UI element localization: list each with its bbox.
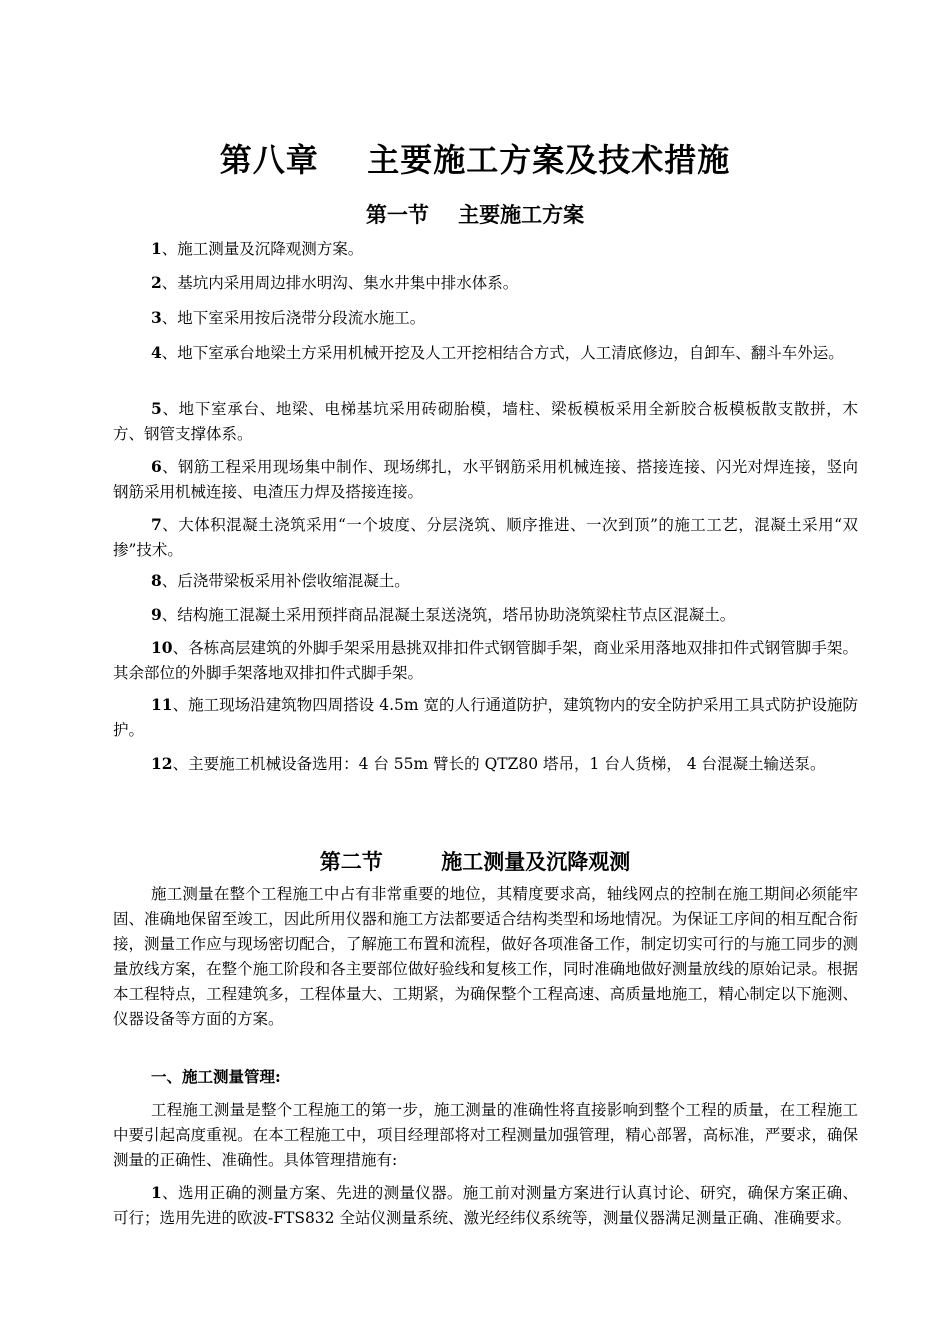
item-number: 7: [151, 515, 162, 534]
item-text: 、选用正确的测量方案、先进的测量仪器。施工前对测量方案进行认真讨论、研究，确保方案正确、可行；选用先进的欧波-FTS832 全站仪测量系统、激光经纬仪系统等，测量仪器满足测量正确、准确要求。: [113, 1184, 858, 1227]
item-number: 3: [151, 308, 162, 327]
item-number: 6: [151, 457, 162, 476]
item-number: 9: [151, 605, 162, 624]
item-number: 12: [151, 754, 173, 773]
list-item: [113, 1180, 858, 1231]
item-text: 、施工现场沿建筑物四周搭设 4.5m 宽的人行通道防护，建筑物内的安全防护采用工具式防护设施防护。: [113, 696, 858, 739]
item-number: 1: [151, 239, 162, 258]
intro-paragraph: 施工测量在整个工程施工中占有非常重要的地位，其精度要求高，轴线网点的控制在施工期间必须能牢固、准确地保留至竣工，因此所用仪器和施工方法都要适合结构类型和场地情况。为保证工序间的相互配合衔接，测量工作应与现场密切配合，了解施工布置和流程，做好各项准备工作，制定切实可行的与施工同步的测量放线方案，在整个施工阶段和各主要部位做好验线和复核工作，同时准确地做好测量放线的原始记录。根据本工程特点，工程建筑多，工程体量大、工期紧，为确保整个工程高速、高质量地施工，精心制定以下施测、仪器设备等方面的方案。: [113, 885, 858, 1028]
sub-heading: 一、施工测量管理:: [151, 1067, 281, 1086]
section-title-2: 第二节 施工测量及沉降观测: [319, 849, 631, 874]
item-text: 、地下室承台、地梁、电梯基坑采用砖砌胎模，墙柱、梁板模板采用全新胶合板模板散支散拼，木方、钢管支撑体系。: [113, 400, 858, 443]
item-text: 、地下室承台地梁土方采用机械开挖及人工开挖相结合方式，人工清底修边，自卸车、翻斗车外运。: [161, 344, 844, 362]
list-item: [113, 751, 858, 777]
item-text: 、地下室采用按后浇带分段流水施工。: [161, 309, 426, 327]
item-text: 、施工测量及沉降观测方案。: [161, 240, 364, 258]
list-item: [113, 568, 858, 594]
list-item: [113, 305, 858, 331]
item-text: 、大体积混凝土浇筑采用“一个坡度、分层浇筑、顺序推进、一次到顶”的施工工艺，混凝土采用“双掺”技术。: [113, 516, 858, 559]
list-item: [113, 236, 858, 262]
item-number: 2: [151, 273, 162, 292]
list-item: [113, 396, 858, 447]
item-text: 、后浇带梁板采用补偿收缩混凝土。: [161, 572, 410, 590]
list-item: [113, 635, 858, 686]
item-text: 、基坑内采用周边排水明沟、集水井集中排水体系。: [161, 274, 519, 292]
item-text: 、主要施工机械设备选用：4 台 55m 臂长的 QTZ80 塔吊，1 台人货梯， 4 台混凝土输送泵。: [172, 755, 826, 773]
item-number: 1: [151, 1183, 162, 1202]
list-item: [113, 454, 858, 505]
item-number: 4: [151, 343, 162, 362]
list-item: [113, 602, 858, 628]
item-number: 11: [151, 695, 173, 714]
list-item: [113, 692, 858, 743]
list-item: [113, 270, 858, 296]
item-number: 10: [151, 638, 173, 657]
item-text: 、钢筋工程采用现场集中制作、现场绑扎，水平钢筋采用机械连接、搭接连接、闪光对焊连接，竖向钢筋采用机械连接、电渣压力焊及搭接连接。: [113, 458, 858, 501]
item-number: 5: [151, 399, 162, 418]
item-text: 、各栋高层建筑的外脚手架采用悬挑双排扣件式钢管脚手架，商业采用落地双排扣件式钢管脚手架。其余部位的外脚手架落地双排扣件式脚手架。: [113, 639, 858, 682]
chapter-title: 第八章 主要施工方案及技术措施: [219, 141, 731, 179]
item-number: 8: [151, 571, 162, 590]
section-title-1: 第一节 主要施工方案: [365, 202, 585, 227]
management-paragraph: 工程施工测量是整个工程施工的第一步，施工测量的准确性将直接影响到整个工程的质量，在工程施工中要引起高度重视。在本工程施工中，项目经理部将对工程测量加强管理，精心部署，高标准，严要求，确保测量的正确性、准确性。具体管理措施有:: [113, 1101, 858, 1169]
list-item: [113, 512, 858, 563]
item-text: 、结构施工混凝土采用预拌商品混凝土泵送浇筑，塔吊协助浇筑梁柱节点区混凝土。: [161, 606, 736, 624]
list-item: [113, 340, 858, 366]
